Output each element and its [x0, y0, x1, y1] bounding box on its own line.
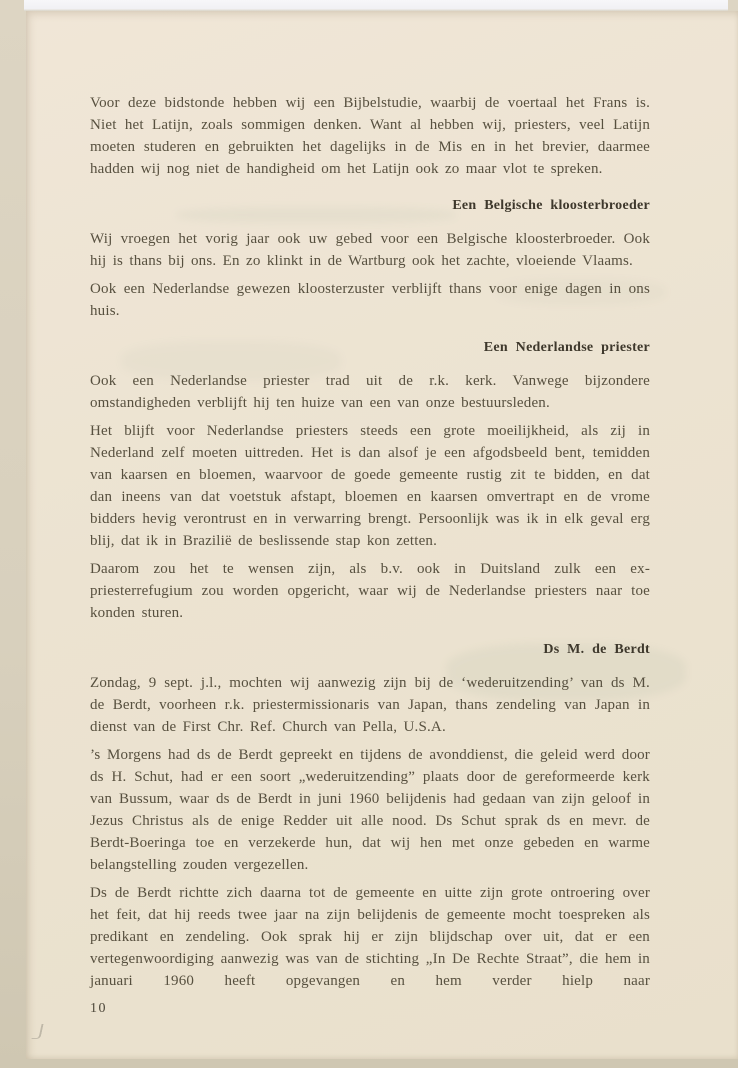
- paper-page: [26, 11, 738, 1059]
- body-paragraph-priester-trad-uit: Ook een Nederlandse priester trad uit de r.k. kerk. Vanwege bijzondere omstandigheden verblijft hij ten huize van een van onze bestuursleden.: [90, 373, 650, 411]
- body-paragraph-bidstonde: Voor deze bidstonde hebben wij een Bijbelstudie, waarbij de voertaal het Frans is. Niet het Latijn, zoals sommigen denken. Want al hebben wij, priesters, veel Latijn moeten studeren en gebruikten het dagelijks in de Mis en in het brevier, daarmee hadden wij nog niet de handigheid om het Latijn ook zo maar vlot te spreken.: [90, 95, 650, 177]
- body-paragraph-duitsland: Daarom zou het te wensen zijn, als b.v. ook in Duitsland zulk een ex-priesterrefugium zou worden opgericht, waar wij de Nederlandse priesters naar toe konden sturen.: [90, 561, 650, 621]
- page-number: 10: [90, 1001, 107, 1016]
- body-paragraph-gebed: Wij vroegen het vorig jaar ook uw gebed voor een Belgische kloosterbroeder. Ook hij is thans bij ons. En zo klinkt in de Wartburg ook het zachte, vloeiende Vlaams.: [90, 231, 650, 269]
- section-heading-belgische-kloosterbroeder: Een Belgische kloosterbroeder: [452, 198, 650, 213]
- section-heading-ds-m-de-berdt: Ds M. de Berdt: [543, 642, 650, 657]
- text-block: [90, 92, 650, 1020]
- body-paragraph-avonddienst: ’s Morgens had ds de Berdt gepreekt en tijdens de avonddienst, die geleid werd door ds H. Schut, had er een soort „wederuitzending” plaats door de gereformeerde kerk van Bussum, waar ds de Berdt in juni 1960 belijdenis had gedaan van zijn geloof in Jezus Christus als de enige Redder uit alle nood. Ds Schut sprak ds en mevr. de Berdt-Boeringa toe en verzekerde hun, dat wij hen met onze gebeden en warme belangstelling zouden vergezellen.: [90, 747, 650, 873]
- section-heading-nederlandse-priester: Een Nederlandse priester: [483, 340, 650, 355]
- scanner-edge-strip: [24, 0, 728, 11]
- body-paragraph-kloosterzuster: Ook een Nederlandse gewezen kloosterzuster verblijft thans voor enige dagen in ons huis.: [90, 281, 650, 319]
- body-paragraph-wederuitzending: Zondag, 9 sept. j.l., mochten wij aanwezig zijn bij de ‘wederuitzending’ van ds M. de Berdt, voorheen r.k. priestermissionaris van Japan, thans zendeling van Japan in dienst van de First Chr. Ref. Church van Pella, U.S.A.: [90, 675, 650, 735]
- body-paragraph-moeilijkheid: Het blijft voor Nederlandse priesters steeds een grote moeilijkheid, als zij in Nederland zelf moeten uittreden. Het is dan alsof je een afgodsbeeld bent, temidden van kaarsen en bloemen, waarvoor de goede gemeente rustig zit te bidden, en dat dan ineens van dat voetstuk afstapt, bloemen en kaarsen omvertrapt en de vrome bidders hevig verontrust en in verwarring brengt. Persoonlijk was ik in elk geval erg blij, dat ik in Brazilië de beslissende stap kon zetten.: [90, 423, 650, 549]
- body-paragraph-ontroering: Ds de Berdt richtte zich daarna tot de gemeente en uitte zijn grote ontroering over het feit, dat hij reeds twee jaar na zijn belijdenis de gemeente mocht toespreken als predikant en zendeling. Ook sprak hij er zijn blijdschap over uit, dat er een vertegenwoordiging aanwezig was van de stichting „In De Rechte Straat”, die hem in januari 1960 heeft opgevangen en hem verder hielp naar: [90, 885, 650, 989]
